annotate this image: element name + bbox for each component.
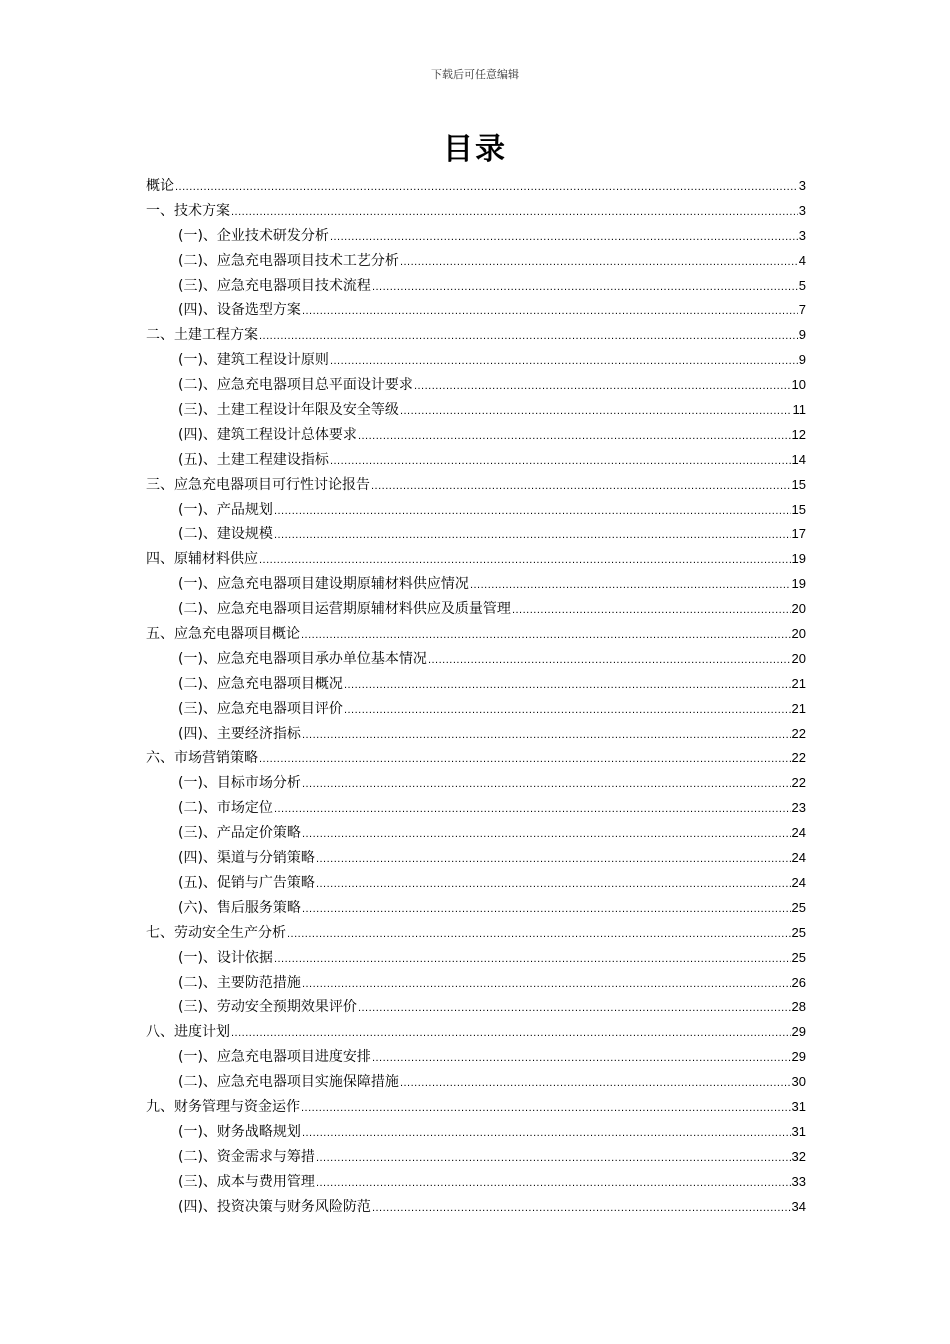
toc-page-number: 21 [791,700,806,716]
toc-dot-leader [302,299,798,324]
toc-page-number: 9 [798,352,806,368]
toc-section-entry[interactable] [146,398,806,423]
toc-section-entry[interactable] [146,846,806,871]
toc-dot-leader [302,772,791,797]
toc-dot-leader [372,1046,791,1071]
toc-entry-label: (一)、应急充电器项目建设期原辅材料供应情况 [178,576,469,593]
toc-entry-label: 九、财务管理与资金运作 [146,1098,300,1115]
toc-page-number: 11 [792,402,806,418]
toc-page-number: 14 [791,451,806,467]
toc-dot-leader [302,972,791,997]
toc-section-entry[interactable] [146,1120,806,1145]
toc-dot-leader [274,947,791,972]
toc-dot-leader [330,349,798,374]
toc-entry-label: 八、进度计划 [146,1024,230,1041]
toc-entry-label: (一)、设计依据 [178,949,273,966]
toc-chapter-entry[interactable] [146,1095,806,1120]
toc-entry-label: (一)、应急充电器项目承办单位基本情况 [178,650,427,667]
toc-page-number: 34 [791,1198,806,1214]
toc-section-entry[interactable] [146,896,806,921]
toc-page-number: 28 [791,999,806,1015]
toc-entry-label: (二)、建设规模 [178,526,273,543]
toc-dot-leader [301,623,791,648]
toc-dot-leader [231,1021,791,1046]
toc-page-number: 24 [791,825,806,841]
toc-section-entry[interactable] [146,647,806,672]
toc-dot-leader [344,698,791,723]
toc-entry-label: (四)、建筑工程设计总体要求 [178,426,357,443]
toc-chapter-entry[interactable] [146,199,806,224]
toc-page-number: 20 [791,626,806,642]
toc-section-entry[interactable] [146,796,806,821]
toc-entry-label: (四)、投资决策与财务风险防范 [178,1198,371,1215]
toc-page-number: 24 [791,850,806,866]
table-of-contents [146,174,806,1219]
toc-entry-label: (一)、建筑工程设计原则 [178,352,329,369]
toc-entry-label: 七、劳动安全生产分析 [146,924,286,941]
toc-page-number: 20 [791,650,806,666]
toc-page-number: 23 [791,800,806,816]
toc-entry-label: (一)、企业技术研发分析 [178,227,329,244]
toc-entry-label: (一)、应急充电器项目进度安排 [178,1049,371,1066]
toc-dot-leader [372,1196,791,1221]
toc-page-number: 25 [791,949,806,965]
toc-dot-leader [274,797,791,822]
toc-dot-leader [302,897,791,922]
toc-entry-label: (二)、应急充电器项目实施保障措施 [178,1074,399,1091]
toc-dot-leader [316,1146,791,1171]
toc-section-entry[interactable] [146,697,806,722]
toc-entry-label: (三)、成本与费用管理 [178,1173,315,1190]
toc-page-number: 15 [791,501,806,517]
toc-entry-label: (三)、劳动安全预期效果评价 [178,999,357,1016]
toc-dot-leader [302,822,791,847]
toc-page-number: 24 [791,874,806,890]
toc-entry-label: 二、土建工程方案 [146,327,258,344]
toc-page-number: 15 [791,476,806,492]
toc-page-number: 22 [791,775,806,791]
toc-entry-label: (一)、财务战略规划 [178,1123,301,1140]
toc-dot-leader [231,200,798,225]
toc-section-entry[interactable] [146,771,806,796]
toc-section-entry[interactable] [146,722,806,747]
toc-page-number: 9 [798,327,806,343]
toc-dot-leader [301,1096,791,1121]
toc-entry-label: (四)、渠道与分销策略 [178,850,315,867]
toc-section-entry[interactable] [146,572,806,597]
toc-section-entry[interactable] [146,224,806,249]
toc-chapter-entry[interactable] [146,174,806,199]
toc-dot-leader [470,573,791,598]
toc-dot-leader [316,1171,791,1196]
toc-page-number: 7 [798,302,806,318]
toc-page-number: 30 [791,1074,806,1090]
toc-section-entry[interactable] [146,821,806,846]
toc-page-number: 29 [791,1049,806,1065]
toc-chapter-entry[interactable] [146,323,806,348]
toc-entry-label: (二)、资金需求与筹措 [178,1148,315,1165]
toc-page-number: 31 [791,1123,806,1139]
toc-dot-leader [316,872,791,897]
toc-section-entry[interactable] [146,348,806,373]
toc-page-number: 3 [798,202,806,218]
toc-section-entry[interactable] [146,971,806,996]
toc-section-entry[interactable] [146,1070,806,1095]
toc-entry-label: (三)、应急充电器项目评价 [178,700,343,717]
toc-chapter-entry[interactable] [146,1020,806,1045]
toc-page-number: 32 [791,1148,806,1164]
toc-dot-leader [259,747,791,772]
toc-section-entry[interactable] [146,672,806,697]
toc-section-entry[interactable] [146,249,806,274]
toc-page-number: 5 [798,277,806,293]
toc-section-entry[interactable] [146,498,806,523]
toc-page-number: 19 [791,551,806,567]
toc-entry-label: 六、市场营销策略 [146,750,258,767]
toc-dot-leader [344,673,791,698]
toc-section-entry[interactable] [146,1195,806,1220]
toc-entry-label: (一)、目标市场分析 [178,775,301,792]
toc-entry-label: (二)、市场定位 [178,800,273,817]
toc-entry-label: (三)、土建工程设计年限及安全等级 [178,402,399,419]
toc-page-number: 31 [791,1098,806,1114]
toc-section-entry[interactable] [146,373,806,398]
toc-dot-leader [274,523,791,548]
toc-dot-leader [175,175,798,200]
toc-dot-leader [358,424,791,449]
toc-section-entry[interactable] [146,1145,806,1170]
toc-entry-label: 三、应急充电器项目可行性讨论报告 [146,476,370,493]
toc-chapter-entry[interactable] [146,746,806,771]
toc-dot-leader [414,374,791,399]
toc-dot-leader [259,324,798,349]
toc-page-number: 29 [791,1024,806,1040]
toc-section-entry[interactable] [146,423,806,448]
toc-entry-label: (二)、应急充电器项目运营期原辅材料供应及质量管理 [178,601,511,618]
toc-page-number: 3 [798,178,806,193]
toc-dot-leader [428,648,791,673]
toc-section-entry[interactable] [146,995,806,1020]
toc-chapter-entry[interactable] [146,547,806,572]
toc-dot-leader [302,723,791,748]
toc-dot-leader [400,399,792,424]
toc-entry-label: 一、技术方案 [146,202,230,219]
toc-dot-leader [259,548,791,573]
toc-dot-leader [400,1071,791,1096]
toc-chapter-entry[interactable] [146,473,806,498]
toc-page-number: 3 [798,227,806,243]
toc-section-entry[interactable] [146,1170,806,1195]
toc-entry-label: (五)、促销与广告策略 [178,874,315,891]
toc-dot-leader [274,499,791,524]
toc-entry-label: (二)、应急充电器项目技术工艺分析 [178,252,399,269]
toc-dot-leader [330,225,798,250]
toc-entry-label: (四)、主要经济指标 [178,725,301,742]
toc-page-number: 26 [791,974,806,990]
toc-section-entry[interactable] [146,522,806,547]
toc-section-entry[interactable] [146,946,806,971]
toc-entry-label: (四)、设备选型方案 [178,302,301,319]
toc-entry-label: (一)、产品规划 [178,501,273,518]
toc-page-number: 22 [791,725,806,741]
toc-entry-label: 四、原辅材料供应 [146,551,258,568]
toc-dot-leader [400,250,798,275]
toc-page-number: 12 [791,426,806,442]
toc-dot-leader [302,1121,791,1146]
page-title: 目录 [443,132,507,167]
toc-page-number: 25 [791,899,806,915]
toc-entry-label: (三)、应急充电器项目技术流程 [178,277,371,294]
toc-page-number: 21 [791,675,806,691]
toc-page-number: 19 [791,576,806,592]
toc-dot-leader [372,275,798,300]
toc-dot-leader [330,449,791,474]
header-note: 下载后可任意编辑 [431,68,519,81]
toc-page-number: 22 [791,750,806,766]
toc-section-entry[interactable] [146,448,806,473]
toc-dot-leader [287,922,791,947]
toc-section-entry[interactable] [146,298,806,323]
toc-entry-label: 五、应急充电器项目概论 [146,626,300,643]
toc-page-number: 33 [791,1173,806,1189]
toc-entry-label: (二)、应急充电器项目概况 [178,675,343,692]
toc-entry-label: (五)、土建工程建设指标 [178,451,329,468]
toc-entry-label: 概论 [146,178,174,194]
toc-dot-leader [371,474,791,499]
toc-page-number: 17 [791,526,806,542]
toc-dot-leader [512,598,791,623]
toc-section-entry[interactable] [146,871,806,896]
toc-chapter-entry[interactable] [146,921,806,946]
toc-page-number: 25 [791,924,806,940]
toc-section-entry[interactable] [146,1045,806,1070]
toc-page-number: 20 [791,601,806,617]
toc-dot-leader [358,996,791,1021]
toc-entry-label: (二)、主要防范措施 [178,974,301,991]
toc-entry-label: (二)、应急充电器项目总平面设计要求 [178,377,413,394]
toc-section-entry[interactable] [146,274,806,299]
toc-page-number: 10 [791,377,806,393]
toc-dot-leader [316,847,791,872]
toc-chapter-entry[interactable] [146,622,806,647]
toc-entry-label: (三)、产品定价策略 [178,825,301,842]
toc-entry-label: (六)、售后服务策略 [178,899,301,916]
toc-page-number: 4 [798,252,806,268]
toc-section-entry[interactable] [146,597,806,622]
